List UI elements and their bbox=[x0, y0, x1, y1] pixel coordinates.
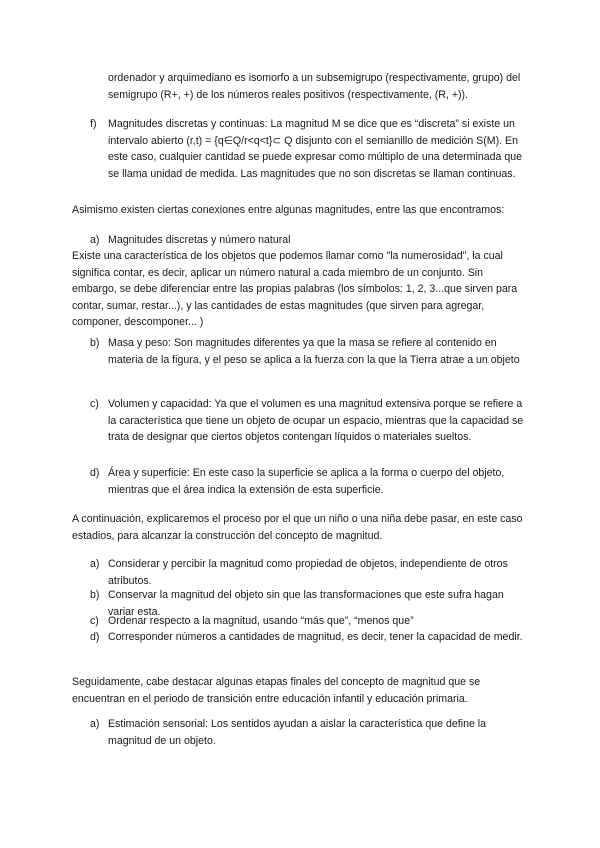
process-a-label: a) bbox=[90, 558, 100, 570]
process-d-text: Corresponder números a cantidades de magnitud, es decir, tener la capacidad de medir. bbox=[108, 631, 523, 643]
connection-c-text: Volumen y capacidad: Ya que el volumen es una magnitud extensiva porque se refiere a la característica que tiene un objeto de ocupar un espacio, mientras que la capacidad se trata de designar que ciertos objetos contengan líquidos o materiales sueltos. bbox=[108, 398, 524, 443]
process-b-label: b) bbox=[90, 589, 100, 601]
intro-continuation: ordenador y arquimediano es isomorfo a un subsemigrupo (respectivamente, grupo) del semigrupo (R+, +) de los números reales positivos (respectivamente, (R, +)). bbox=[108, 72, 521, 101]
connection-d-label: d) bbox=[90, 467, 100, 479]
final-a-text: Estimación sensorial: Los sentidos ayudan a aislar la característica que define la magnitud de un objeto. bbox=[108, 718, 487, 747]
connections-intro: Asimismo existen ciertas conexiones entre algunas magnitudes, entre las que encontramos: bbox=[72, 204, 505, 216]
connection-a-body: Existe una característica de los objetos que podemos llamar como "la numerosidad", la cual significa contar, es decir, aplicar un número natural a cada miembro de un conjunto. Sin embargo, se debe diferenciar entre las propias palabras (los símbolos: 1, 2, 3...que sirven para contar, sumar, restar...), y las cantidades de estas magnitudes (que sirven para agregar, componer, descomponer... ) bbox=[72, 250, 518, 328]
process-c-label: c) bbox=[90, 615, 99, 627]
connection-b-text: Masa y peso: Son magnitudes diferentes ya que la masa se refiere al contenido en materia de la figura, y el peso se aplica a la fuerza con la que la Tierra atrae a un objeto bbox=[108, 337, 520, 366]
connection-d-text: Área y superficie: En este caso la superficie se aplica a la forma o cuerpo del objeto, mientras que el área indica la extensión de esta superficie. bbox=[108, 467, 505, 496]
connection-b-label: b) bbox=[90, 337, 100, 349]
process-b-text: Conservar la magnitud del objeto sin que las transformaciones que este sufra hagan variar esta. bbox=[108, 589, 504, 618]
connection-a-heading: Magnitudes discretas y número natural bbox=[108, 234, 291, 246]
process-intro: A continuación, explicaremos el proceso por el que un niño o una niña debe pasar, en este caso estadios, para alcanzar la construcción del concepto de magnitud. bbox=[72, 513, 523, 542]
process-a-text: Considerar y percibir la magnitud como propiedad de objetos, independiente de otros atributos. bbox=[108, 558, 508, 587]
process-d-label: d) bbox=[90, 631, 100, 643]
connection-a-label: a) bbox=[90, 234, 100, 246]
item-f-label: f) bbox=[90, 118, 97, 130]
final-a-label: a) bbox=[90, 718, 100, 730]
process-c-text: Ordenar respecto a la magnitud, usando “más que”, “menos que” bbox=[108, 615, 414, 627]
final-intro: Seguidamente, cabe destacar algunas etapas finales del concepto de magnitud que se encuentran en el periodo de transición entre educación infantil y educación primaria. bbox=[72, 676, 481, 705]
item-f-text: Magnitudes discretas y continuas: La magnitud M se dice que es “discreta” si existe un intervalo abierto (r,t) = {q∈Q/r<q<t}⊂ Q disjunto con el semianillo de medición S(M). En este caso, cualquier cantidad se puede expresar como múltiplo de una determinada que se llama unidad de medida. Las magnitudes que no son discretas se llaman continuas. bbox=[108, 118, 523, 180]
connection-c-label: c) bbox=[90, 398, 99, 410]
